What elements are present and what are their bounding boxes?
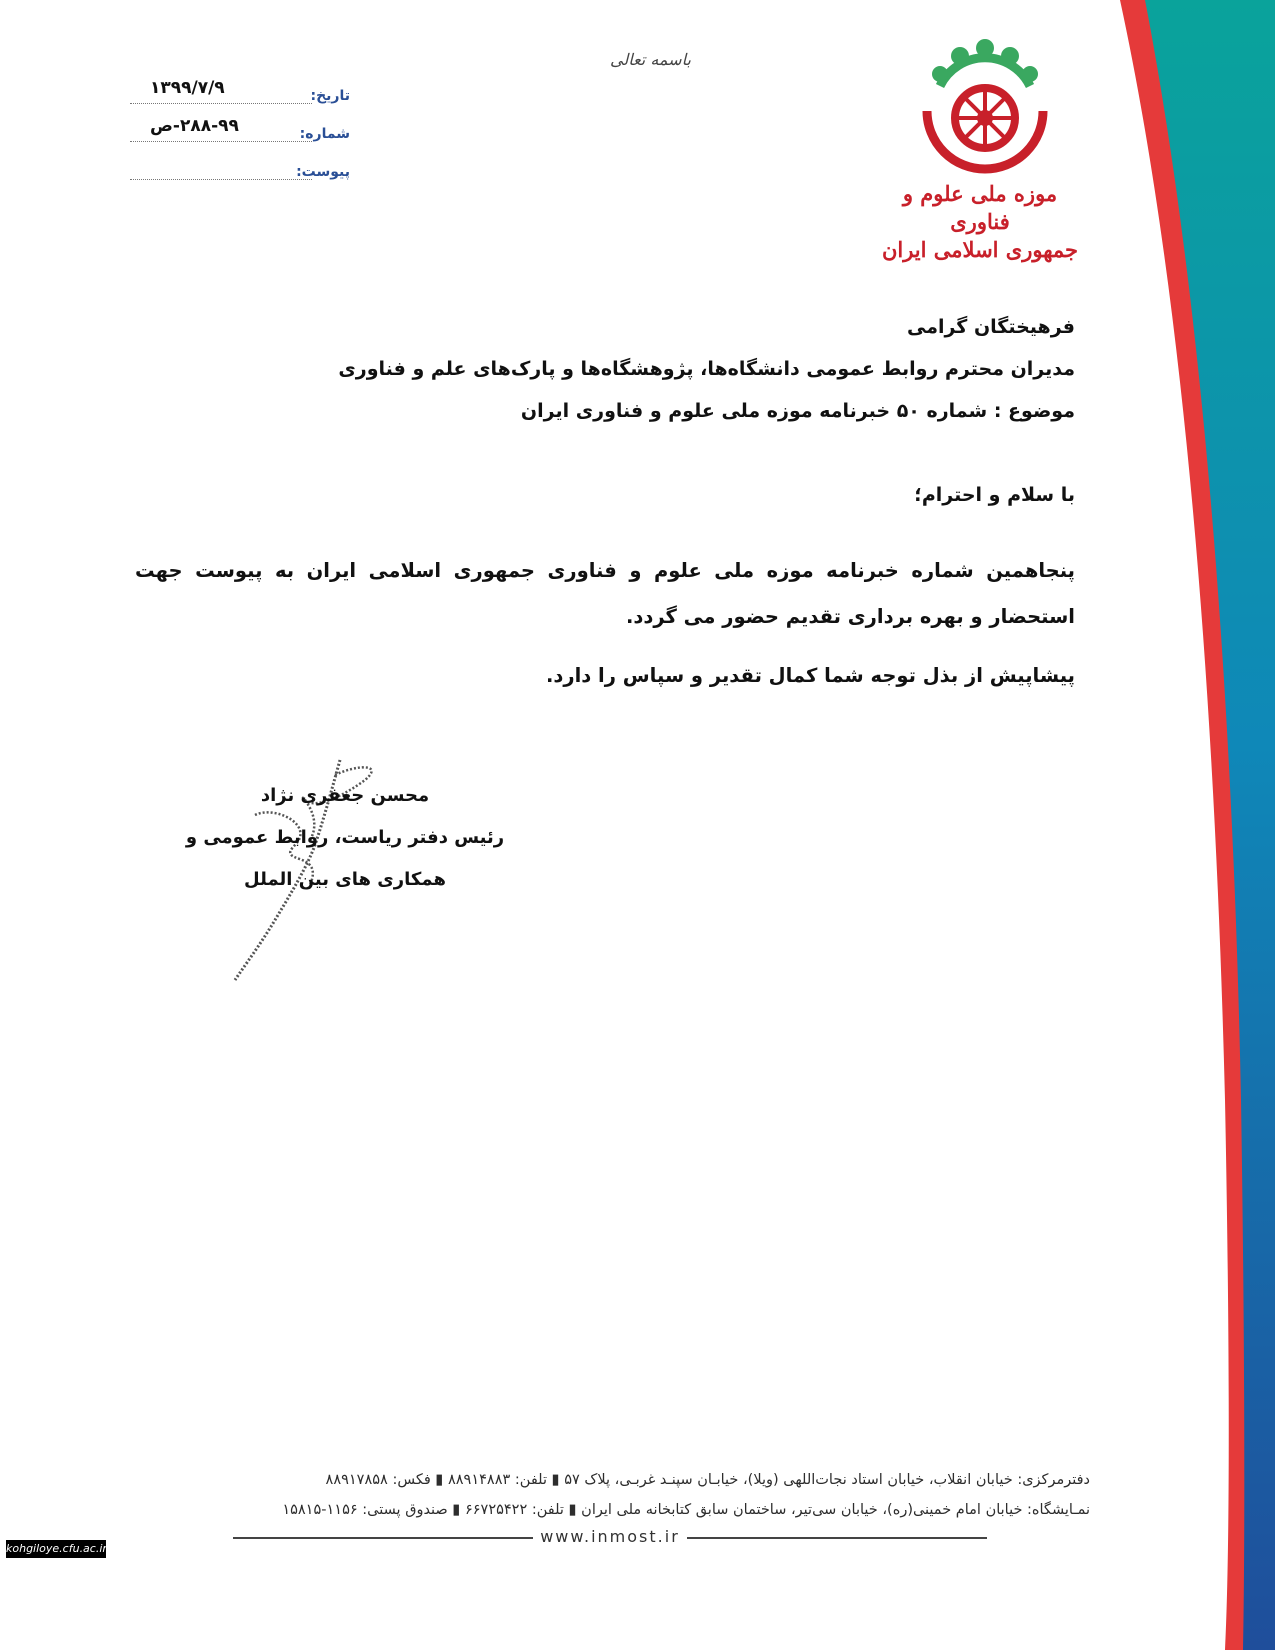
attachment-label: پیوست: bbox=[296, 164, 350, 180]
closing-line: پیشاپیش از بذل توجه شما کمال تقدیر و سپاس را دارد. bbox=[545, 664, 1075, 687]
number-value: ۲۸۸-۹۹-ص bbox=[150, 116, 239, 136]
date-value: ۱۳۹۹/۷/۹ bbox=[150, 78, 225, 98]
source-stamp: kohgiloye.cfu.ac.ir bbox=[6, 1540, 106, 1558]
number-line bbox=[130, 141, 312, 142]
logo-text bbox=[880, 180, 1080, 264]
addressee-line-1: فرهیختگان گرامی bbox=[906, 316, 1075, 338]
attachment-line bbox=[130, 179, 312, 180]
footer-address-1: دفترمرکزی: خیابان انقلاب، خیابان استاد نجات‌اللهی (ویلا)، خیابـان سپنـد غربـی، پلاک ۵۷ ▮ تلفن: ۸۸۹۱۴۸۸۳ ▮ فکس: ۸۸۹۱۷۸۵۸ bbox=[325, 1472, 1090, 1488]
letterhead-footer bbox=[130, 1465, 1090, 1546]
number-label: شماره: bbox=[299, 126, 350, 142]
subject-line: موضوع : شماره ۵۰ خبرنامه موزه ملی علوم و فناوری ایران bbox=[520, 400, 1075, 422]
footer-rule-right bbox=[687, 1537, 987, 1539]
letter-meta bbox=[130, 72, 350, 186]
date-label: تاریخ: bbox=[310, 88, 350, 104]
logo-line-2: جمهوری اسلامی ایران bbox=[881, 237, 1079, 262]
greeting: با سلام و احترام؛ bbox=[914, 484, 1075, 506]
footer-rule-left bbox=[233, 1537, 533, 1539]
footer-address-2: نمـایشگاه: خیابان امام خمینی(ره)، خیابان سی‌تیر، ساختمان سابق کتابخانه ملی ایران ▮ تلفن: ۶۶۷۲۵۴۲۲ ▮ صندوق پستی: ۱۱۵۶-۱۵۸۱۵ bbox=[282, 1502, 1090, 1518]
number-row bbox=[130, 110, 350, 148]
signatory-title-2: همکاری های بین الملل bbox=[244, 869, 446, 890]
footer-website bbox=[130, 1527, 1090, 1546]
signatory-title-1: رئیس دفتر ریاست، روابط عمومی و bbox=[185, 827, 505, 848]
signatory-block bbox=[180, 775, 510, 901]
signatory-name: محسن جعفری نژاد bbox=[260, 785, 430, 806]
website-link[interactable]: www.inmost.ir bbox=[540, 1527, 680, 1546]
date-row bbox=[130, 72, 350, 110]
addressee-line-2: مدیران محترم روابط عمومی دانشگاه‌ها، پژوهشگاه‌ها و پارک‌های علم و فناوری bbox=[338, 358, 1075, 380]
logo-line-1: موزه ملی علوم و فناوری bbox=[902, 181, 1058, 234]
date-line bbox=[130, 103, 312, 104]
decorative-side-band bbox=[1075, 0, 1275, 1650]
attachment-row bbox=[130, 148, 350, 186]
main-paragraph: پنجاهمین شماره خبرنامه موزه ملی علوم و فناوری جمهوری اسلامی ایران به پیوست جهت استحضار و بهره برداری تقدیم حضور می گردد. bbox=[135, 559, 1075, 628]
bismillah-heading: باسمه تعالی bbox=[610, 50, 691, 69]
